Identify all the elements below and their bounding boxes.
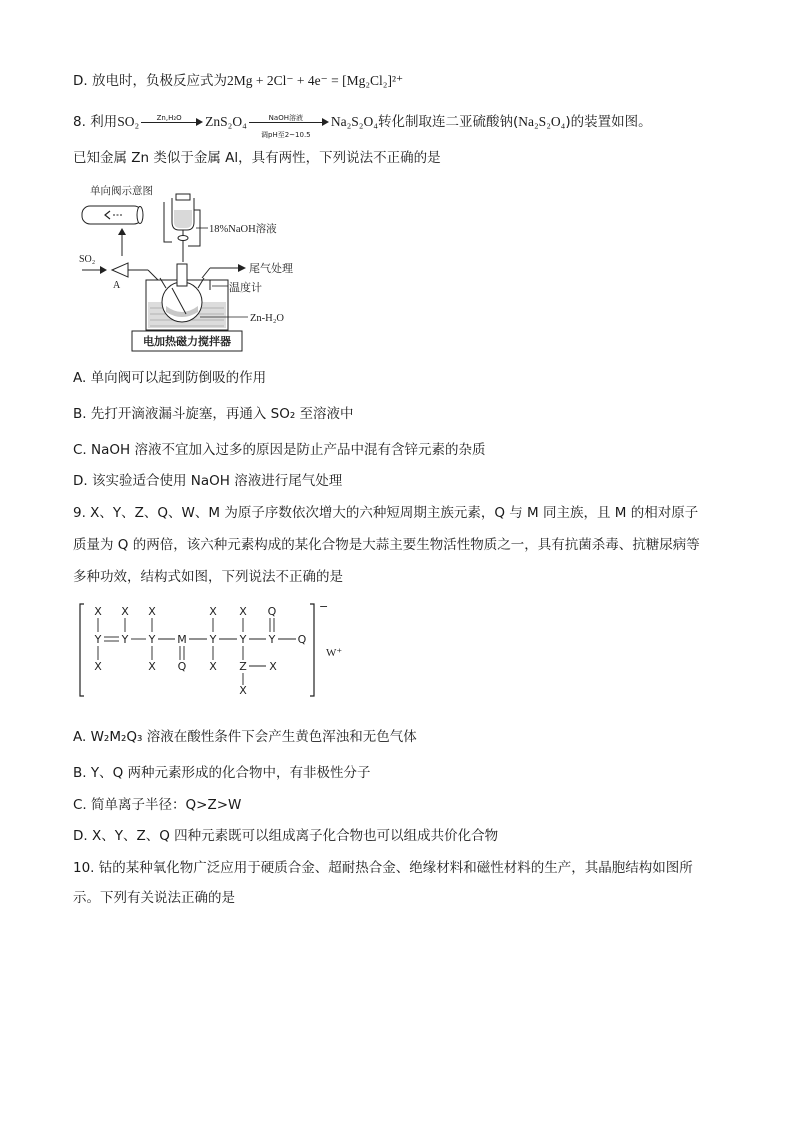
dropping-funnel-icon: [164, 194, 200, 262]
q8-text-b: 转化制取连二亚硫酸钠(: [377, 114, 519, 130]
ion-charge: −: [319, 600, 329, 613]
q8-paren-formula: Na₂S₂O₄: [518, 114, 566, 129]
q8-option-d: D. 该实验适合使用 NaOH 溶液进行尾气处理: [73, 473, 343, 489]
q9-stem-line1: 9. X、Y、Z、Q、W、M 为原子序数依次增大的六种短周期主族元素，Q 与 M 同主族，且 M 的相对原子: [73, 505, 699, 521]
atom-x8: X: [209, 660, 217, 673]
q9-stem-line2: 质量为 Q 的两倍，该六种元素构成的某化合物是大蒜主要生物活性物质之一，具有抗菌杀毒、抗糖尿病等: [73, 537, 700, 553]
atom-x5: X: [239, 605, 247, 618]
atom-x6: X: [94, 660, 102, 673]
q7-option-d-text: D. 放电时，负极反应式为: [73, 73, 227, 89]
q7-option-d-formula: 2Mg + 2Cl⁻ + 4e⁻ = [Mg₂Cl₂]²⁺: [226, 73, 404, 88]
point-a-label: A: [113, 280, 121, 291]
atom-z: Z: [239, 660, 247, 673]
q8-option-c: C. NaOH 溶液不宜加入过多的原因是防止产品中混有含锌元素的杂质: [73, 442, 486, 458]
q8-option-a: A. 单向阀可以起到防倒吸的作用: [73, 370, 267, 386]
reaction-arrow-1: [141, 115, 203, 129]
atom-x1: X: [94, 605, 102, 618]
atom-x9: X: [269, 660, 277, 673]
zn-h2o-label: Zn-H₂O: [250, 313, 284, 324]
q8-zns2o4: ZnS₂O₄: [205, 114, 247, 129]
valve-title: 单向阀示意图: [90, 185, 153, 197]
atom-y6: Y: [268, 633, 276, 646]
q8-stem-line1: [73, 112, 652, 139]
q8-na2s2o4: Na₂S₂O₄: [330, 114, 378, 129]
q8-stem-line2: 已知金属 Zn 类似于金属 Al，具有两性，下列说法不正确的是: [73, 150, 441, 166]
atom-q-top: Q: [267, 605, 277, 618]
atom-q-right: Q: [297, 633, 307, 646]
atom-y4: Y: [209, 633, 217, 646]
arrow2-condition-bottom: 调pH至2~10.5: [261, 131, 311, 139]
arrow2-condition-top: NaOH溶液: [268, 114, 303, 122]
check-valve-a-icon: [112, 263, 128, 277]
atom-x4: X: [209, 605, 217, 618]
q9-option-b: B. Y、Q 两种元素形成的化合物中，有非极性分子: [73, 765, 371, 781]
atom-x10: X: [239, 684, 247, 697]
atom-x3: X: [148, 605, 156, 618]
atom-y5: Y: [239, 633, 247, 646]
q8-text-c: )的装置如图。: [565, 114, 652, 130]
q9-option-c: C. 简单离子半径：Q>Z>W: [73, 797, 242, 813]
atom-q-below-m: Q: [177, 660, 187, 673]
q8-number: 8.: [73, 114, 86, 130]
tail-gas-label: 尾气处理: [249, 262, 293, 275]
q10-stem-line1: 10. 钴的某种氧化物广泛应用于硬质合金、超耐热合金、绝缘材料和磁性材料的生产，其晶胞结构如图所: [73, 860, 693, 876]
q8-option-b: B. 先打开滴液漏斗旋塞，再通入 SO₂ 至溶液中: [73, 406, 354, 422]
atom-y3: Y: [148, 633, 156, 646]
q9-option-d: D. X、Y、Z、Q 四种元素既可以组成离子化合物也可以组成共价化合物: [73, 828, 499, 844]
so2-inlet-label: SO₂: [79, 254, 96, 265]
check-valve-schematic-icon: [82, 206, 143, 224]
apparatus-figure: [76, 180, 316, 355]
structural-formula-figure: [76, 600, 366, 700]
atom-y2: Y: [121, 633, 129, 646]
reaction-arrow-2: [249, 114, 329, 139]
q9-option-a: A. W₂M₂Q₃ 溶液在酸性条件下会产生黄色浑浊和无色气体: [73, 729, 417, 745]
atom-x7: X: [148, 660, 156, 673]
q10-stem-line2: 示。下列有关说法正确的是: [73, 890, 235, 906]
stirrer-label: 电加热磁力搅拌器: [143, 335, 231, 348]
q8-so2: SO₂: [117, 114, 140, 129]
atom-m: M: [177, 633, 187, 646]
thermometer-label: 温度计: [229, 281, 262, 294]
atom-x2: X: [121, 605, 129, 618]
q7-option-d: [73, 71, 403, 91]
q8-text-a: 利用: [90, 114, 118, 130]
counter-ion: W⁺: [326, 647, 343, 659]
arrow1-condition: Zn,H₂O: [156, 114, 182, 122]
naoh-solution-label: 18%NaOH溶液: [209, 224, 277, 235]
atom-y1: Y: [94, 633, 102, 646]
q9-stem-line3: 多种功效，结构式如图，下列说法不正确的是: [73, 569, 343, 585]
